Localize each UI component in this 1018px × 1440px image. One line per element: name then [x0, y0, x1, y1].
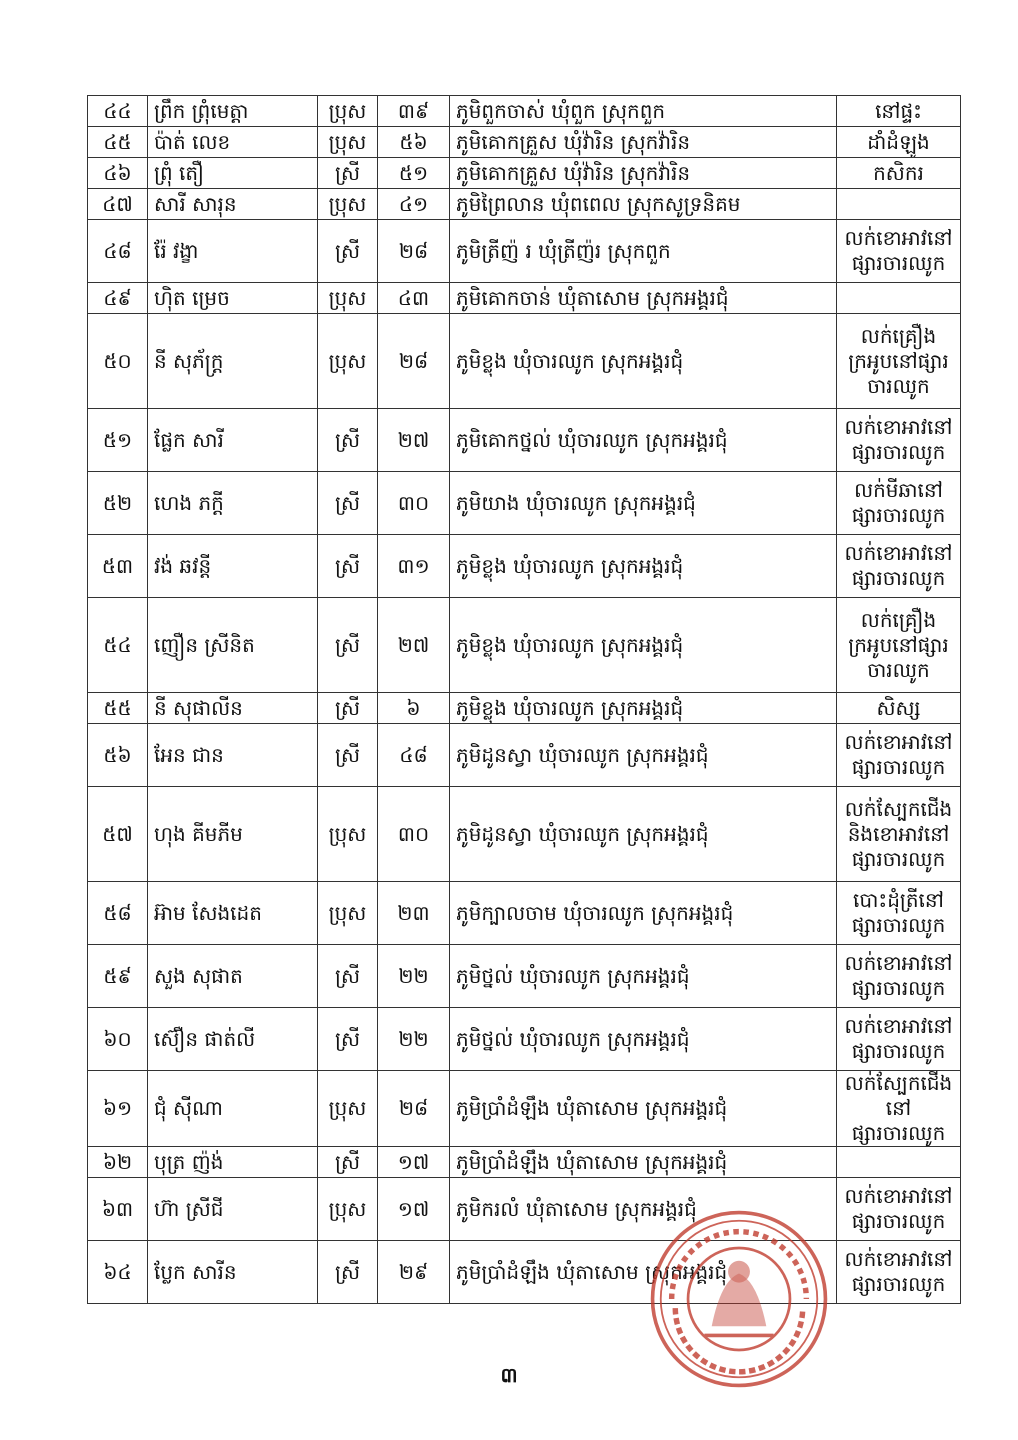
- person-sex: ស្រី: [318, 1147, 378, 1178]
- table-row: [88, 1147, 961, 1178]
- person-age: ១៧: [378, 1147, 450, 1178]
- person-age: ២៧: [378, 409, 450, 472]
- row-number: ៦៤: [88, 1241, 148, 1304]
- person-name: នី សុផាលីន: [148, 693, 318, 724]
- table-row: [88, 724, 961, 787]
- person-sex: ស្រី: [318, 1008, 378, 1071]
- table-row: [88, 314, 961, 409]
- person-address: ភូមិប្រាំដំឡឹង ឃុំតាសោម ស្រុកអង្គរជុំ: [450, 1241, 837, 1304]
- person-sex: ប្រុស: [318, 787, 378, 882]
- occupation-line: នៅផ្ទះ: [875, 98, 922, 123]
- occupation-line: ផ្សារចារឈូក: [851, 1272, 946, 1296]
- table-row: [88, 220, 961, 283]
- person-name: ហេង ភក្តី: [148, 472, 318, 535]
- person-occupation: [837, 1241, 961, 1304]
- occupation-line: លក់ខោអាវនៅ: [844, 1184, 953, 1208]
- table-row: [88, 158, 961, 189]
- person-age: ៥១: [378, 158, 450, 189]
- person-address: ភូមិគោកចាន់ ឃុំតាសោម ស្រុកអង្គរជុំ: [450, 283, 837, 314]
- occupation-line: ដាំដំឡូង: [867, 129, 930, 154]
- person-occupation: [837, 1178, 961, 1241]
- occupation-line: លក់មីឆានៅ: [854, 478, 943, 502]
- person-sex: ស្រី: [318, 724, 378, 787]
- person-name: ញឿន ស្រីនិត: [148, 598, 318, 693]
- person-address: ភូមិគោកគ្រួស ឃុំវ៉ារិន ស្រុកវ៉ារិន: [450, 158, 837, 189]
- table-row: [88, 882, 961, 945]
- row-number: ៥៨: [88, 882, 148, 945]
- person-sex: ប្រុស: [318, 314, 378, 409]
- row-number: ៤៥: [88, 127, 148, 158]
- person-address: ភូមិខ្លុង ឃុំចារឈូក ស្រុកអង្គរជុំ: [450, 314, 837, 409]
- person-address: ភូមិខ្លុង ឃុំចារឈូក ស្រុកអង្គរជុំ: [450, 598, 837, 693]
- person-name: ព្រុំ តឿ: [148, 158, 318, 189]
- occupation-line: លក់ខោអាវនៅ: [844, 226, 953, 250]
- row-number: ៦០: [88, 1008, 148, 1071]
- person-address: ភូមិប្រាំដំឡឹង ឃុំតាសោម ស្រុកអង្គរជុំ: [450, 1147, 837, 1178]
- person-occupation: [837, 882, 961, 945]
- person-age: ២៨: [378, 220, 450, 283]
- person-name: បុត្រ ញ៉ង់: [148, 1147, 318, 1178]
- person-occupation: [837, 535, 961, 598]
- person-occupation: [837, 409, 961, 472]
- occupation-line: លក់ខោអាវនៅ: [844, 1247, 953, 1271]
- person-occupation: [837, 724, 961, 787]
- row-number: ៥២: [88, 472, 148, 535]
- person-age: ៦: [378, 693, 450, 724]
- person-sex: ស្រី: [318, 693, 378, 724]
- person-age: ២៩: [378, 1241, 450, 1304]
- occupation-line: ចារឈូក: [867, 657, 930, 682]
- table-row: [88, 693, 961, 724]
- person-name: អែន ជាន: [148, 724, 318, 787]
- person-sex: ស្រី: [318, 409, 378, 472]
- person-name: នី សុភ័ក្ត្រ: [148, 314, 318, 409]
- person-address: ភូមិថ្នល់ ឃុំចារឈូក ស្រុកអង្គរជុំ: [450, 945, 837, 1008]
- occupation-line: ផ្សារចារឈូក: [851, 440, 946, 464]
- person-address: ភូមិត្រីញ៉ រ ឃុំត្រីញ៉រ ស្រុកពួក: [450, 220, 837, 283]
- person-sex: ប្រុស: [318, 1178, 378, 1241]
- person-address: ភូមិគោកថ្នល់ ឃុំចារឈូក ស្រុកអង្គរជុំ: [450, 409, 837, 472]
- person-sex: ប្រុស: [318, 1071, 378, 1147]
- table-row: [88, 945, 961, 1008]
- occupation-line: ផ្សារចារឈូក: [851, 755, 946, 779]
- row-number: ៤៤: [88, 96, 148, 127]
- occupation-line: លក់គ្រឿង: [860, 323, 937, 348]
- person-age: ២៧: [378, 598, 450, 693]
- row-number: ៦២: [88, 1147, 148, 1178]
- person-sex: ស្រី: [318, 598, 378, 693]
- occupation-line: លក់គ្រឿង: [860, 607, 937, 632]
- row-number: ៥៤: [88, 598, 148, 693]
- table-row: [88, 96, 961, 127]
- person-name: ហ៊ា ស្រីជី: [148, 1178, 318, 1241]
- occupation-line: ផ្សារចារឈូក: [851, 566, 946, 590]
- occupation-line: លក់ខោអាវនៅ: [844, 730, 953, 754]
- occupation-line: ផ្សារចារឈូក: [851, 913, 946, 937]
- person-address: ភូមិព្រៃលាន ឃុំពពេល ស្រុកសូទ្រនិគម: [450, 189, 837, 220]
- person-name: ប៉ាត់ លេខ: [148, 127, 318, 158]
- person-age: ២២: [378, 945, 450, 1008]
- person-address: ភូមិក្បាលចាម ឃុំចារឈូក ស្រុកអង្គរជុំ: [450, 882, 837, 945]
- row-number: ៥០: [88, 314, 148, 409]
- row-number: ៦១: [88, 1071, 148, 1147]
- official-seal-icon: [648, 1208, 830, 1390]
- person-age: ២៨: [378, 1071, 450, 1147]
- person-name: ហ៊ិត ម្រេច: [148, 283, 318, 314]
- occupation-line: ផ្សារចារឈូក: [851, 251, 946, 275]
- table-row: [88, 1071, 961, 1147]
- table-row: [88, 598, 961, 693]
- person-sex: ប្រុស: [318, 96, 378, 127]
- page-number: ៣: [500, 1363, 518, 1387]
- occupation-line: ផ្សារចារឈូក: [851, 1209, 946, 1233]
- person-address: ភូមិខ្លុង ឃុំចារឈូក ស្រុកអង្គរជុំ: [450, 535, 837, 598]
- occupation-line: ក្រអូបនៅផ្សារ: [848, 348, 949, 373]
- person-name: ស៊ឿន ផាត់លី: [148, 1008, 318, 1071]
- table-row: [88, 472, 961, 535]
- person-address: ភូមិប្រាំដំឡឹង ឃុំតាសោម ស្រុកអង្គរជុំ: [450, 1071, 837, 1147]
- table-row: [88, 535, 961, 598]
- person-occupation: [837, 472, 961, 535]
- person-occupation: [837, 787, 961, 882]
- occupation-line: លក់ខោអាវនៅ: [844, 1014, 953, 1038]
- person-name: ប្លែក សារីន: [148, 1241, 318, 1304]
- person-address: ភូមិករលំ ឃុំតាសោម ស្រុកអង្គរជុំ: [450, 1178, 837, 1241]
- occupation-line: សិស្ស: [876, 695, 921, 720]
- occupation-line: លក់ស្បែកជើង: [844, 796, 953, 821]
- person-sex: ស្រី: [318, 158, 378, 189]
- person-age: ៣១: [378, 535, 450, 598]
- person-age: ៤១: [378, 189, 450, 220]
- person-age: ៤៣: [378, 283, 450, 314]
- person-occupation: [837, 220, 961, 283]
- person-sex: ស្រី: [318, 220, 378, 283]
- person-sex: ប្រុស: [318, 882, 378, 945]
- occupation-line: លក់ខោអាវនៅ: [844, 415, 953, 439]
- person-name: រ៉ែ វង្ខា: [148, 220, 318, 283]
- person-address: ភូមិដូនស្វា ឃុំចារឈូក ស្រុកអង្គរជុំ: [450, 724, 837, 787]
- occupation-line: លក់ស្បែកជើង: [844, 1071, 953, 1095]
- occupation-line: ក្រអូបនៅផ្សារ: [848, 632, 949, 657]
- person-sex: ស្រី: [318, 945, 378, 1008]
- person-name: ជុំ ស៊ីណា: [148, 1071, 318, 1147]
- person-name: ហុង គីមភីម: [148, 787, 318, 882]
- row-number: ៥៥: [88, 693, 148, 724]
- row-number: ៥១: [88, 409, 148, 472]
- person-address: ភូមិពួកចាស់ ឃុំពួក ស្រុកពួក: [450, 96, 837, 127]
- occupation-line: ផ្សារចារឈូក: [851, 976, 946, 1000]
- row-number: ៥៧: [88, 787, 148, 882]
- person-occupation: [837, 598, 961, 693]
- person-age: ៤៨: [378, 724, 450, 787]
- person-occupation: [837, 127, 961, 158]
- row-number: ៦៣: [88, 1178, 148, 1241]
- person-occupation: [837, 693, 961, 724]
- person-sex: ស្រី: [318, 472, 378, 535]
- occupation-line: លក់ខោអាវនៅ: [844, 951, 953, 975]
- person-sex: ប្រុស: [318, 127, 378, 158]
- person-address: ភូមិគោកគ្រួស ឃុំវ៉ារិន ស្រុកវ៉ារិន: [450, 127, 837, 158]
- table-row: [88, 127, 961, 158]
- row-number: ៤៧: [88, 189, 148, 220]
- person-age: ៣៩: [378, 96, 450, 127]
- person-age: ២៣: [378, 882, 450, 945]
- person-age: ១៧: [378, 1178, 450, 1241]
- occupation-line: កសិករ: [873, 160, 924, 185]
- table-row: [88, 189, 961, 220]
- person-occupation: [837, 1147, 961, 1178]
- person-name: អ៊ាម សែងដេត: [148, 882, 318, 945]
- person-name: សួង សុផាត: [148, 945, 318, 1008]
- person-occupation: [837, 283, 961, 314]
- person-age: ៣០: [378, 787, 450, 882]
- person-address: ភូមិយាង ឃុំចារឈូក ស្រុកអង្គរជុំ: [450, 472, 837, 535]
- person-address: ភូមិខ្លុង ឃុំចារឈូក ស្រុកអង្គរជុំ: [450, 693, 837, 724]
- person-name: វង់ ឆវន្តី: [148, 535, 318, 598]
- person-occupation: [837, 189, 961, 220]
- occupation-line: នៅផ្សារចារឈូក: [851, 1096, 946, 1145]
- row-number: ៥៦: [88, 724, 148, 787]
- person-age: ២៨: [378, 314, 450, 409]
- row-number: ៤៦: [88, 158, 148, 189]
- person-occupation: [837, 1071, 961, 1147]
- occupation-line: ផ្សារចារឈូក: [851, 503, 946, 527]
- person-age: ២២: [378, 1008, 450, 1071]
- occupation-line: ចារឈូក: [867, 373, 930, 398]
- person-sex: ស្រី: [318, 535, 378, 598]
- roster-body: [88, 96, 961, 1304]
- table-row: [88, 283, 961, 314]
- row-number: ៥៩: [88, 945, 148, 1008]
- person-name: ព្រឹក ព្រុំមេត្តា: [148, 96, 318, 127]
- row-number: ៥៣: [88, 535, 148, 598]
- occupation-line: និងខោអាវនៅ: [847, 821, 950, 846]
- table-row: [88, 1008, 961, 1071]
- person-age: ៣០: [378, 472, 450, 535]
- row-number: ៤៩: [88, 283, 148, 314]
- person-age: ៥៦: [378, 127, 450, 158]
- person-sex: ប្រុស: [318, 189, 378, 220]
- occupation-line: បោះដុំត្រីនៅ: [853, 888, 944, 912]
- person-address: ភូមិថ្នល់ ឃុំចារឈូក ស្រុកអង្គរជុំ: [450, 1008, 837, 1071]
- person-address: ភូមិដូនស្វា ឃុំចារឈូក ស្រុកអង្គរជុំ: [450, 787, 837, 882]
- table-row: [88, 787, 961, 882]
- person-occupation: [837, 945, 961, 1008]
- person-name: សារី សារុន: [148, 189, 318, 220]
- person-sex: ប្រុស: [318, 283, 378, 314]
- occupation-line: ផ្សារចារឈូក: [851, 846, 946, 871]
- person-occupation: [837, 96, 961, 127]
- person-occupation: [837, 314, 961, 409]
- table-row: [88, 409, 961, 472]
- person-occupation: [837, 1008, 961, 1071]
- roster-table: [87, 95, 961, 1304]
- person-name: ផ្លែក សារី: [148, 409, 318, 472]
- person-occupation: [837, 158, 961, 189]
- occupation-line: លក់ខោអាវនៅ: [844, 541, 953, 565]
- row-number: ៤៨: [88, 220, 148, 283]
- occupation-line: ផ្សារចារឈូក: [851, 1039, 946, 1063]
- person-sex: ស្រី: [318, 1241, 378, 1304]
